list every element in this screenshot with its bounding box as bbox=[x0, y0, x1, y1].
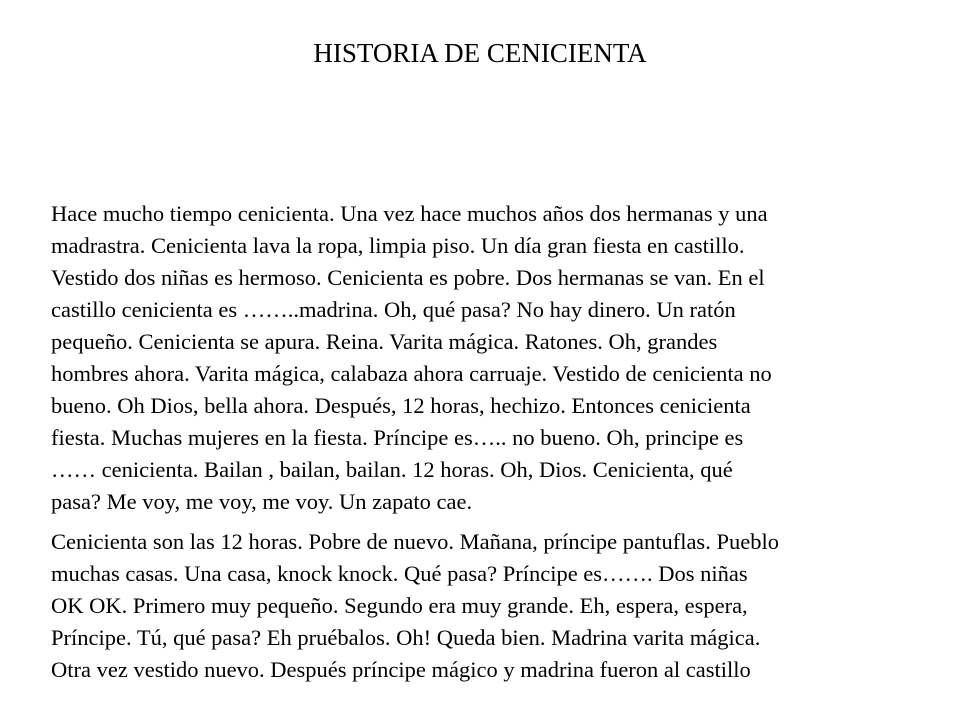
slide-title: HISTORIA DE CENICIENTA bbox=[313, 38, 647, 68]
text-line: muchas casas. Una casa, knock knock. Qué pasa? Príncipe es……. Dos niñas bbox=[51, 561, 748, 586]
paragraph-1 bbox=[51, 198, 931, 518]
text-line: Príncipe. Tú, qué pasa? Eh pruébalos. Oh! Queda bien. Madrina varita mágica. bbox=[51, 625, 761, 650]
text-line: OK OK. Primero muy pequeño. Segundo era muy grande. Eh, espera, espera, bbox=[51, 593, 748, 618]
story-text bbox=[51, 198, 931, 686]
text-line: Cenicienta son las 12 horas. Pobre de nuevo. Mañana, príncipe pantuflas. Pueblo bbox=[51, 529, 779, 554]
text-line: madrastra. Cenicienta lava la ropa, limpia piso. Un día gran fiesta en castillo. bbox=[51, 233, 745, 258]
text-line: Hace mucho tiempo cenicienta. Una vez hace muchos años dos hermanas y una bbox=[51, 201, 768, 226]
text-line: castillo cenicienta es ……..madrina. Oh, qué pasa? No hay dinero. Un ratón bbox=[51, 297, 736, 322]
text-line: hombres ahora. Varita mágica, calabaza ahora carruaje. Vestido de cenicienta no bbox=[51, 361, 772, 386]
text-line: …… cenicienta. Bailan , bailan, bailan. 12 horas. Oh, Dios. Cenicienta, qué bbox=[51, 457, 733, 482]
paragraph-2 bbox=[51, 526, 931, 686]
text-line: Otra vez vestido nuevo. Después príncipe mágico y madrina fueron al castillo bbox=[51, 657, 751, 682]
text-line: fiesta. Muchas mujeres en la fiesta. Príncipe es….. no bueno. Oh, principe es bbox=[51, 425, 744, 450]
text-line: Vestido dos niñas es hermoso. Cenicienta es pobre. Dos hermanas se van. En el bbox=[51, 265, 765, 290]
text-line: bueno. Oh Dios, bella ahora. Después, 12 horas, hechizo. Entonces cenicienta bbox=[51, 393, 751, 418]
text-line: pequeño. Cenicienta se apura. Reina. Varita mágica. Ratones. Oh, grandes bbox=[51, 329, 718, 354]
text-line: pasa? Me voy, me voy, me voy. Un zapato cae. bbox=[51, 489, 473, 514]
